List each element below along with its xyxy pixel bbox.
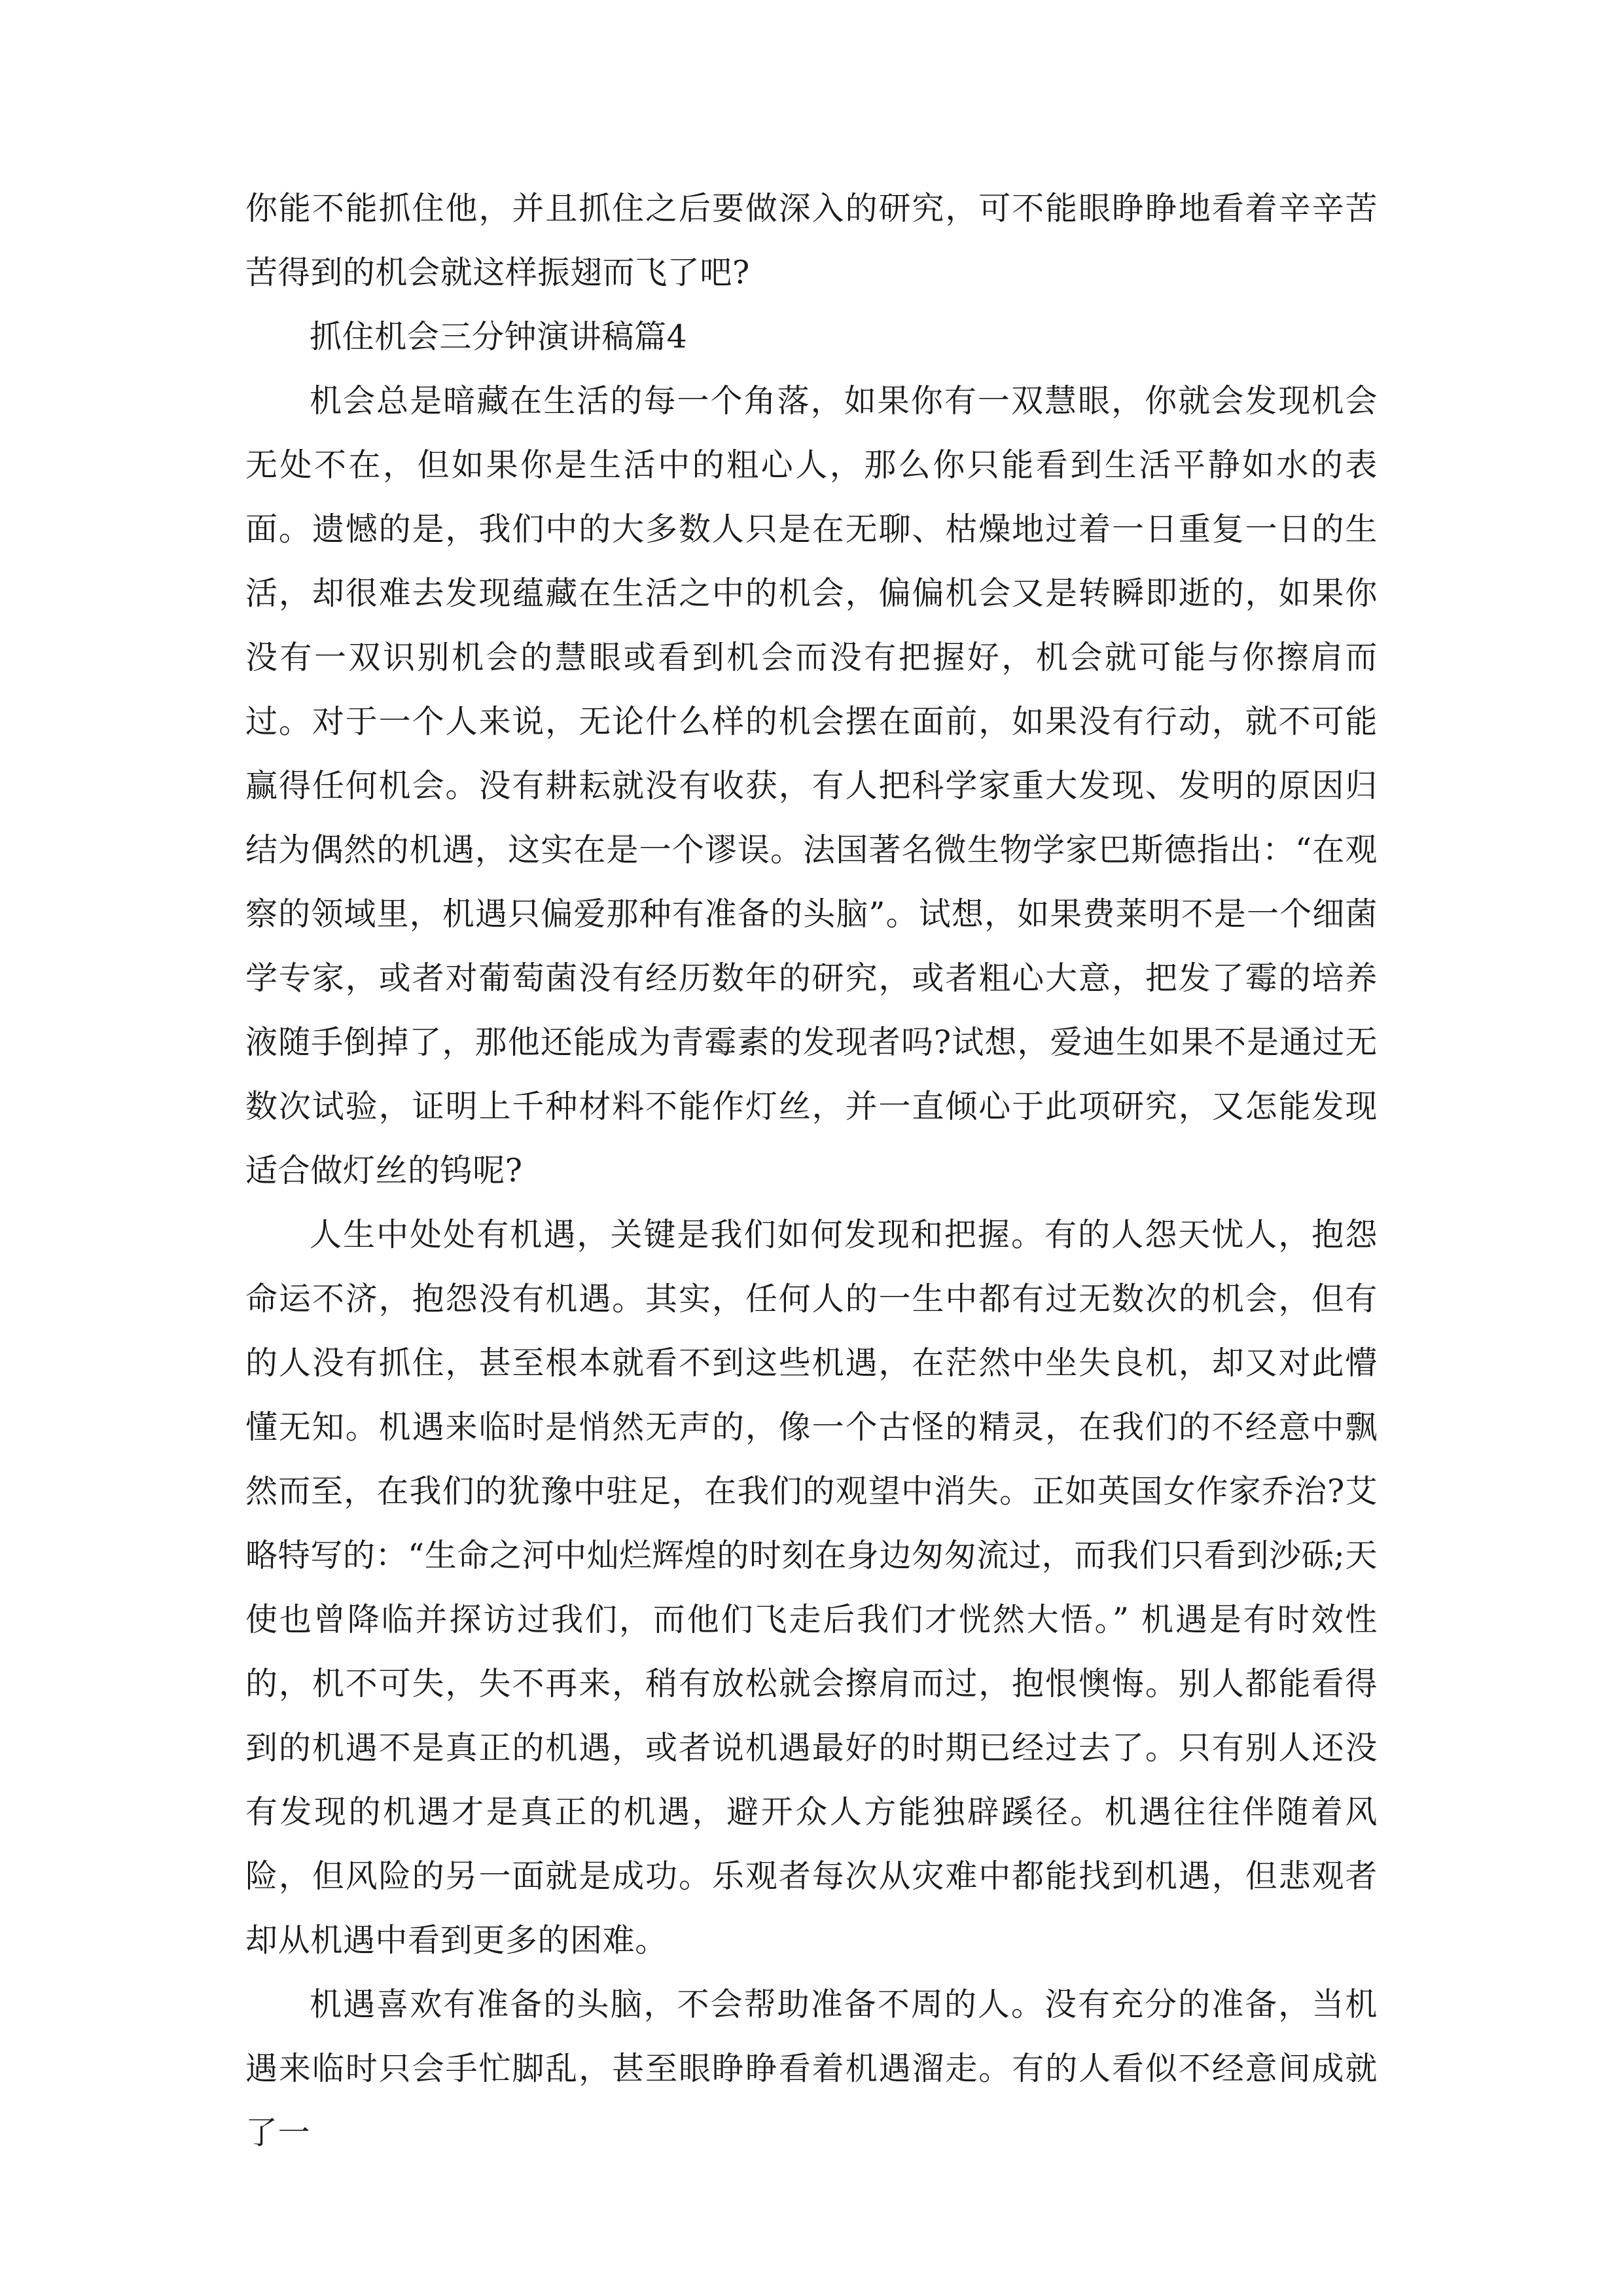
body-paragraph-1: 机会总是暗藏在生活的每一个角落，如果你有一双慧眼，你就会发现机会无处不在，但如果你是生活中的粗心人，那么你只能看到生活平静如水的表面。遗憾的是，我们中的大多数人只是在无聊、枯燥地过着一日重复一日的生活，却很难去发现蕴藏在生活之中的机会，偏偏机会又是转瞬即逝的，如果你没有一双识别机会的慧眼或看到机会而没有把握好，机会就可能与你擦肩而过。对于一个人来说，无论什么样的机会摆在面前，如果没有行动，就不可能赢得任何机会。没有耕耘就没有收获，有人把科学家重大发现、发明的原因归结为偶然的机遇，这实在是一个谬误。法国著名微生物学家巴斯德指出：“在观察的领域里，机遇只偏爱那种有准备的头脑”。试想，如果费莱明不是一个细菌学专家，或者对葡萄菌没有经历数年的研究，或者粗心大意，把发了霉的培养液随手倒掉了，那他还能成为青霉素的发现者吗?试想，爱迪生如果不是通过无数次试验，证明上千种材料不能作灯丝，并一直倾心于此项研究，又怎能发现适合做灯丝的钨呢?	[245, 382, 1378, 1189]
section-heading: 抓住机会三分钟演讲稿篇4	[310, 318, 688, 355]
continued-paragraph: 你能不能抓住他，并且抓住之后要做深入的研究，可不能眼睁睁地看着辛辛苦苦得到的机会就这样振翅而飞了吧?	[245, 190, 1378, 291]
document-body	[245, 177, 1378, 2165]
body-paragraph-3: 机遇喜欢有准备的头脑，不会帮助准备不周的人。没有充分的准备，当机遇来临时只会手忙脚乱，甚至眼睁睁看着机遇溜走。有的人看似不经意间成就了一	[245, 1986, 1378, 2151]
body-paragraph-2: 人生中处处有机遇，关键是我们如何发现和把握。有的人怨天忧人，抱怨命运不济，抱怨没有机遇。其实，任何人的一生中都有过无数次的机会，但有的人没有抓住，甚至根本就看不到这些机遇，在茫然中坐失良机，却又对此懵懂无知。机遇来临时是悄然无声的，像一个古怪的精灵，在我们的不经意中飘然而至，在我们的犹豫中驻足，在我们的观望中消失。正如英国女作家乔治?艾略特写的：“生命之河中灿烂辉煌的时刻在身边匆匆流过，而我们只看到沙砾;天使也曾降临并探访过我们，而他们飞走后我们才恍然大悟。” 机遇是有时效性的，机不可失，失不再来，稍有放松就会擦肩而过，抱恨懊悔。别人都能看得到的机遇不是真正的机遇，或者说机遇最好的时期已经过去了。只有别人还没有发现的机遇才是真正的机遇，避开众人方能独辟蹊径。机遇往往伴随着风险，但风险的另一面就是成功。乐观者每次从灾难中都能找到机遇，但悲观者却从机遇中看到更多的困难。	[245, 1216, 1378, 1959]
